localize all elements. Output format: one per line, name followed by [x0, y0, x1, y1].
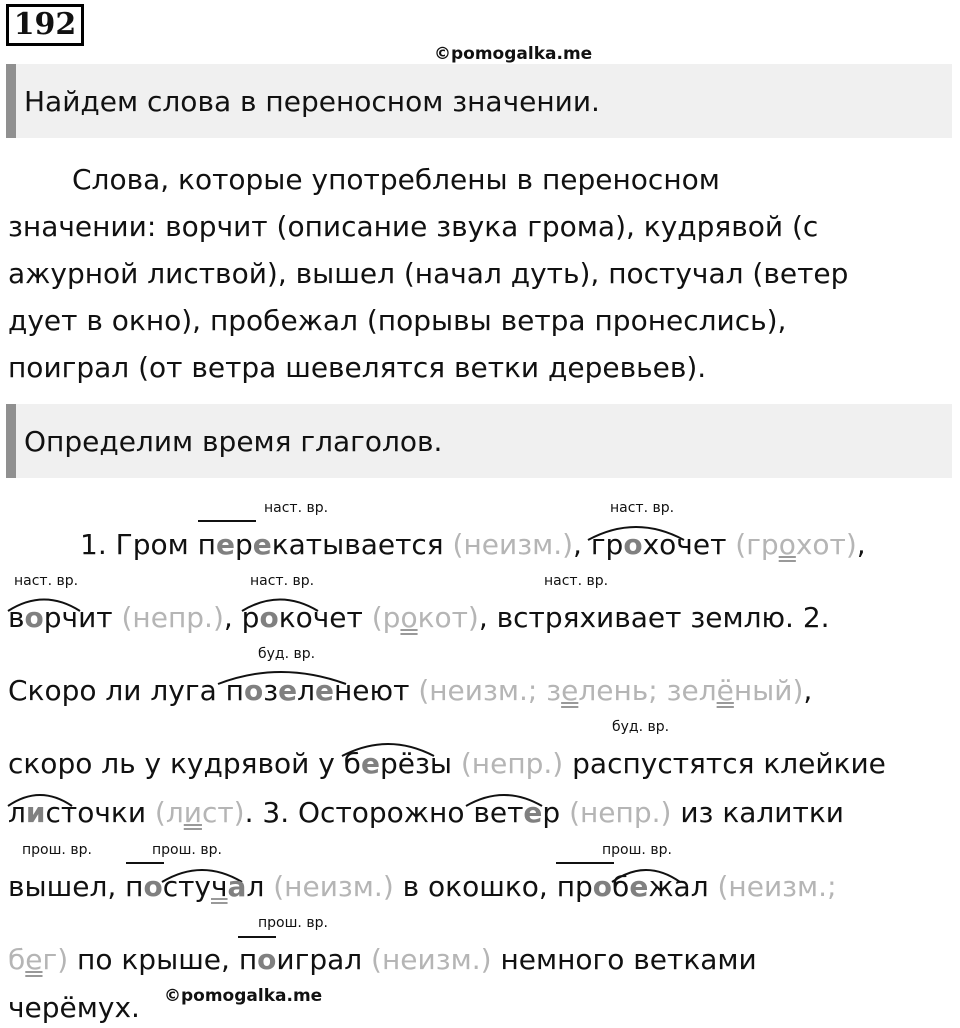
section-heading-tense-text: Определим время глаголов. [24, 424, 443, 458]
prefix-mark [238, 936, 276, 938]
label-present-vorchit: наст. вр. [14, 573, 79, 589]
analysis-line-1: 1. Гром перекатывается (неизм.), грохочет (грохот), [80, 528, 866, 561]
prefix-mark [198, 520, 256, 522]
label-past-vyshel: прош. вр. [22, 842, 92, 858]
figurative-paragraph [8, 156, 948, 391]
analysis-line-3: Скоро ли луга позеленеют (неизм.; зелень; зелёный), [8, 674, 813, 707]
analysis-line-8: черёмух. [8, 991, 140, 1024]
section-heading-figurative-text: Найдем слова в переносном значении. [24, 84, 600, 118]
label-present-vstryakhivaet: наст. вр. [544, 573, 609, 589]
label-future-raspustyatsya: буд. вр. [612, 719, 670, 735]
paragraph-line: дует в окно), пробежал (порывы ветра пронеслись), [8, 304, 787, 337]
watermark-top: ©pomogalka.me [434, 44, 593, 64]
section-heading-figurative [6, 64, 952, 138]
paragraph-line: ажурной листвой), вышел (начал дуть), постучал (ветер [8, 257, 849, 290]
label-past-postuchal: прош. вр. [152, 842, 222, 858]
analysis-line-2: ворчит (непр.), рокочет (рокот), встряхивает землю. 2. [8, 601, 830, 634]
watermark-bottom: ©pomogalka.me [164, 986, 323, 1006]
paragraph-line: Слова, которые употреблены в переносном [72, 163, 720, 196]
analysis-line-5: листочки (лист). 3. Осторожно ветер (непр.) из калитки [8, 796, 844, 829]
task-number: 192 [6, 4, 84, 46]
label-present-rokochet: наст. вр. [250, 573, 315, 589]
prefix-mark [556, 862, 614, 864]
analysis-line-6: вышел, постучал (неизм.) в окошко, пробежал (неизм.; [8, 870, 837, 903]
label-past-poigral: прош. вр. [258, 915, 328, 931]
label-present-grokhochet: наст. вр. [610, 500, 675, 516]
prefix-mark [126, 862, 164, 864]
label-present-perekatyvaetsya: наст. вр. [264, 500, 329, 516]
paragraph-line: поиграл (от ветра шевелятся ветки деревьев). [8, 351, 707, 384]
analysis-line-7: бег) по крыше, поиграл (неизм.) немного ветками [8, 943, 757, 976]
label-future-pozeleneyut: буд. вр. [258, 646, 316, 662]
paragraph-line: значении: ворчит (описание звука грома), кудрявой (с [8, 210, 819, 243]
analysis-line-4: скоро ль у кудрявой у берёзы (непр.) распустятся клейкие [8, 747, 886, 780]
label-past-probezhal: прош. вр. [602, 842, 672, 858]
section-heading-tense [6, 404, 952, 478]
